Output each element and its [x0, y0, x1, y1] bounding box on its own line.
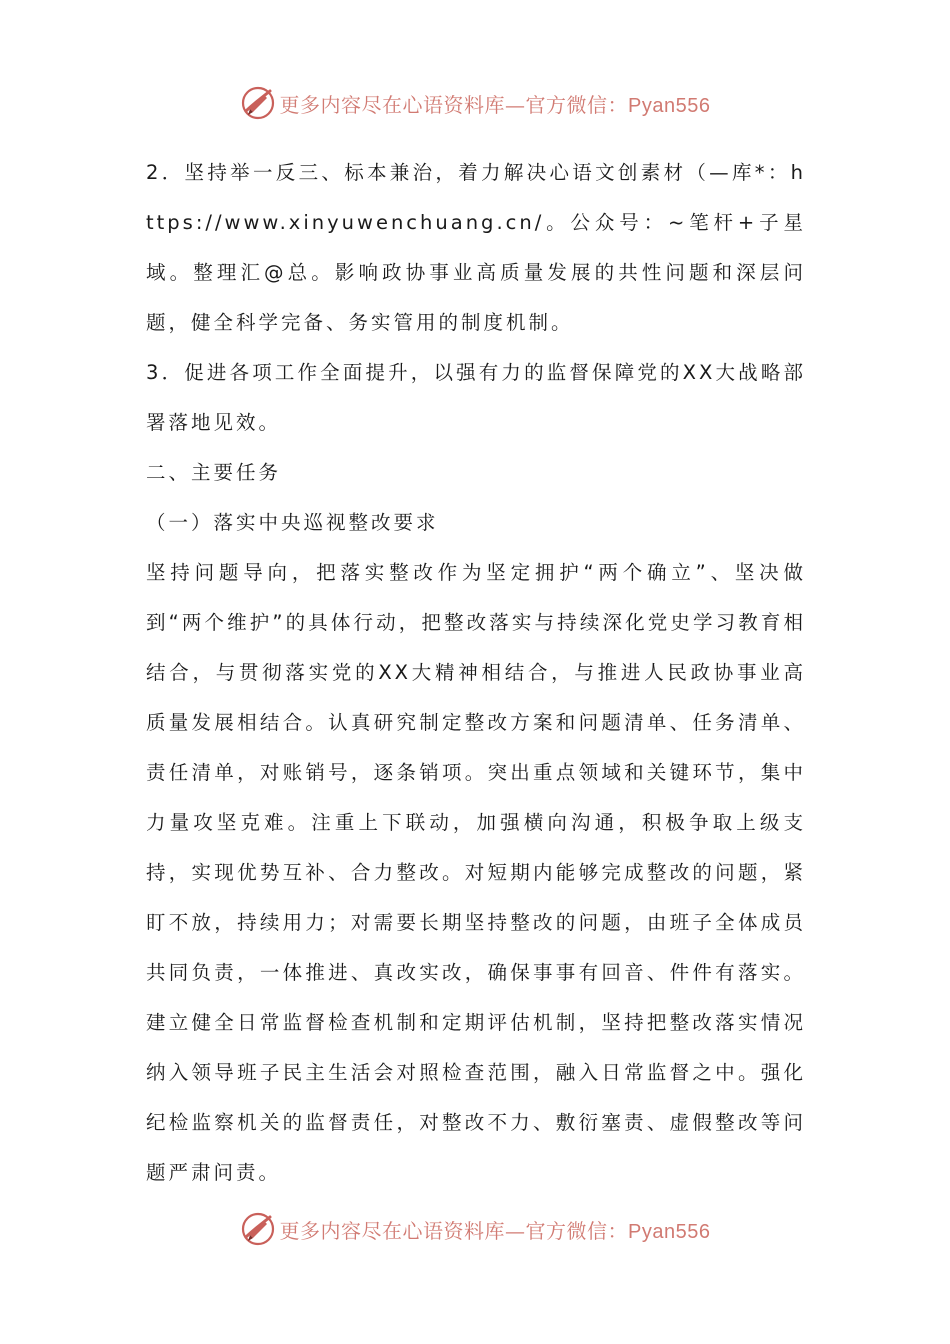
footer-separator: — — [505, 1218, 526, 1243]
section-heading-main-tasks: 二、主要任务 — [146, 461, 282, 484]
header-wechat-handle: Pyan556 — [628, 94, 711, 117]
footer-wechat-label: 官方微信： — [525, 1218, 629, 1243]
footer-wechat-handle: Pyan556 — [628, 1220, 711, 1243]
document-body — [146, 148, 806, 1198]
header-watermark-banner — [0, 80, 950, 126]
header-watermark-text — [280, 89, 711, 118]
header-wechat-label: 官方微信： — [525, 92, 629, 117]
footer-site-name: 更多内容尽在心语资料库 — [279, 1218, 506, 1243]
paragraph-body: 坚持问题导向，把落实整改作为坚定拥护“两个确立”、坚决做到“两个维护”的具体行动，把整改落实与持续深化党史学习教育相结合，与贯彻落实党的XX大精神相结合，与推进人民政协事业高质量发展相结合。认真研究制定整改方案和问题清单、任务清单、责任清单，对账销号，逐条销项。突出重点领域和关键环节，集中力量攻坚克难。注重上下联动，加强横向沟通，积极争取上级支持，实现优势互补、合力整改。对短期内能够完成整改的问题，紧盯不放，持续用力；对需要长期坚持整改的问题，由班子全体成员共同负责，一体推进、真改实改，确保事事有回音、件件有落实。建立健全日常监督检查机制和定期评估机制，坚持把整改落实情况纳入领导班子民主生活会对照检查范围，融入日常监督之中。强化纪检监察机关的监督责任，对整改不力、敷衍塞责、虚假整改等问题严肃问责。 — [146, 561, 806, 1184]
pen-logo-icon — [240, 85, 276, 121]
header-site-name: 更多内容尽在心语资料库 — [279, 92, 506, 117]
footer-watermark-banner — [0, 1206, 950, 1252]
paragraph-point-3: 3．促进各项工作全面提升，以强有力的监督保障党的XX大战略部署落地见效。 — [146, 361, 806, 434]
header-separator: — — [505, 92, 526, 117]
subsection-heading-1: （一）落实中央巡视整改要求 — [146, 511, 439, 534]
footer-watermark-text — [280, 1215, 711, 1244]
paragraph-point-2: 2．坚持举一反三、标本兼治，着力解决心语文创素材（—库*：https://www.xinyuwenchuang.cn/。公众号：~笔杆+子星域。整理汇@总。影响政协事业高质量发展的共性问题和深层问题，健全科学完备、务实管用的制度机制。 — [146, 161, 806, 334]
pen-logo-icon — [240, 1211, 276, 1247]
